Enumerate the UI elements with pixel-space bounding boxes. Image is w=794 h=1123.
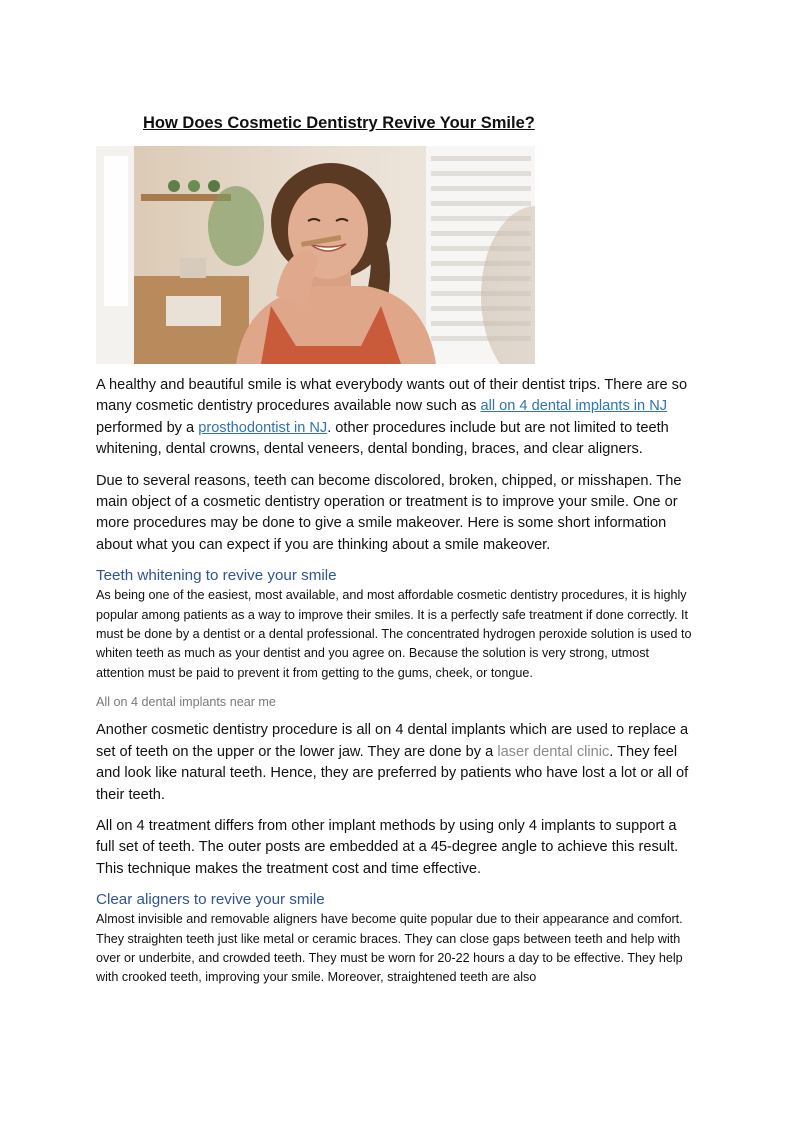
intro-paragraph: A healthy and beautiful smile is what everybody wants out of their dentist trips. There are so many cosmetic dentistry procedures available now such as all on 4 dental implants in NJ performed by a prosthodontist in NJ. other procedures include but are not limited to teeth whitening, dental crowns, dental veneers, dental bonding, braces, and clear aligners. [96,377,688,458]
link-all-on-4-nj[interactable]: all on 4 dental implants in NJ [480,398,668,415]
heading-teeth-whitening: Teeth whitening to revive your smile [96,567,337,585]
article-photo [96,146,535,364]
paragraph-teeth-whitening: As being one of the easiest, most available, and most affordable cosmetic dentistry procedures, it is highly popular among patients as a way to improve their smiles. It is a perfectly safe treatment if done correctly. It must be done by a dentist or a dental professional. The concentrated hydrogen peroxide solution is used to whiten teeth as much as your dentist and you agree on. Because the solution is very strong, utmost attention must be paid to prevent it from getting to the gums, cheek, or tongue. [96,588,692,680]
paragraph-reasons: Due to several reasons, teeth can become discolored, broken, chipped, or misshapen. The main object of a cosmetic dentistry operation or treatment is to improve your smile. One or more procedures may be done to give a smile makeover. Here is some short information about what you can expect if you are thinking about a smile makeover. [96,472,682,553]
smiling-woman-image [96,146,535,364]
paragraph-all-on-4-differs: All on 4 treatment differs from other implant methods by using only 4 implants to support a full set of teeth. The outer posts are embedded at a 45-degree angle to achieve this result. This technique makes the treatment cost and time effective. [96,817,679,877]
heading-clear-aligners: Clear aligners to revive your smile [96,891,325,909]
subheading-all-on-4-near-me: All on 4 dental implants near me [96,695,276,710]
paragraph-clear-aligners: Almost invisible and removable aligners have become quite popular due to their appearance and comfort. They straighten teeth just like metal or ceramic braces. They can close gaps between teeth and help with over or underbite, and crowded teeth. They must be worn for 20-22 hours a day to be effective. They help with crooked teeth, improving your smile. Moreover, straightened teeth are also [96,912,683,985]
link-laser-dental-clinic[interactable]: laser dental clinic [497,743,610,760]
article-body [96,375,698,988]
page-title: How Does Cosmetic Dentistry Revive Your Smile? [143,114,535,132]
paragraph-all-on-4: Another cosmetic dentistry procedure is all on 4 dental implants which are used to replace a set of teeth on the upper or the lower jaw. They are done by a laser dental clinic. They feel and look like natural teeth. Hence, they are preferred by patients who have lost a lot or all of their teeth. [96,722,689,803]
link-prosthodontist-nj[interactable]: prosthodontist in NJ [198,419,328,436]
